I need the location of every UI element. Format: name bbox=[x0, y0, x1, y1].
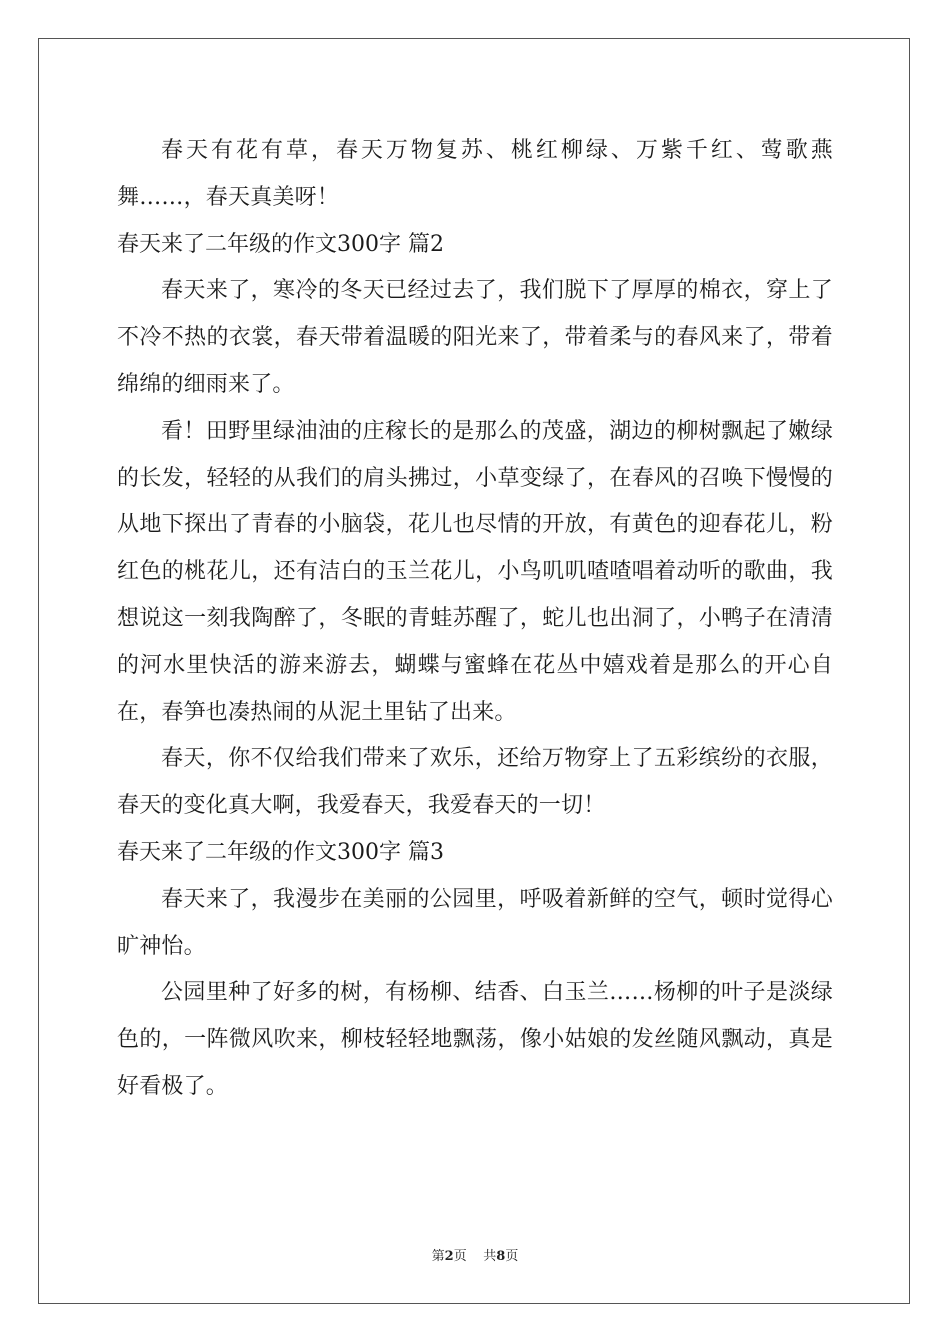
total-label-suffix: 页 bbox=[505, 1249, 519, 1264]
section-heading: 春天来了二年级的作文300字 篇2 bbox=[117, 231, 444, 257]
paragraph: 春天有花有草，春天万物复苏、桃红柳绿、万紫千红、莺歌燕舞……，春天真美呀！ bbox=[117, 138, 833, 210]
document-body bbox=[117, 128, 833, 1111]
total-label-prefix: 共 bbox=[483, 1249, 497, 1264]
paragraph: 春天来了，寒冷的冬天已经过去了，我们脱下了厚厚的棉衣，穿上了不冷不热的衣裳，春天带着温暖的阳光来了，带着柔与的春风来了，带着绵绵的细雨来了。 bbox=[117, 278, 833, 397]
paragraph: 春天来了，我漫步在美丽的公园里，呼吸着新鲜的空气，顿时觉得心旷神怡。 bbox=[117, 886, 833, 959]
paragraph: 看！田野里绿油油的庄稼长的是那么的茂盛，湖边的柳树飘起了嫩绿的长发，轻轻的从我们的肩头拂过，小草变绿了，在春风的召唤下慢慢的从地下探出了青春的小脑袋，花儿也尽情的开放，有黄色的迎春花儿，粉红色的桃花儿，还有洁白的玉兰花儿，小鸟叽叽喳喳唱着动听的歌曲，我想说这一刻我陶醉了，冬眠的青蛙苏醒了，蛇儿也出洞了，小鸭子在清清的河水里快活的游来游去，蝴蝶与蜜蜂在花丛中嬉戏着是那么的开心自在，春笋也凑热闹的从泥土里钻了出来。 bbox=[117, 418, 833, 725]
page-number: 2 bbox=[444, 1249, 454, 1264]
paragraph: 春天，你不仅给我们带来了欢乐，还给万物穿上了五彩缤纷的衣服，春天的变化真大啊，我爱春天，我爱春天的一切！ bbox=[117, 746, 833, 819]
section-heading: 春天来了二年级的作文300字 篇3 bbox=[117, 839, 444, 865]
page-label-prefix: 第 bbox=[431, 1249, 445, 1264]
page-footer bbox=[0, 1248, 950, 1266]
total-pages: 8 bbox=[496, 1249, 506, 1264]
paragraph: 公园里种了好多的树，有杨柳、结香、白玉兰……杨柳的叶子是淡绿色的，一阵微风吹来，柳枝轻轻地飘荡，像小姑娘的发丝随风飘动，真是好看极了。 bbox=[117, 980, 833, 1099]
page-label-suffix: 页 bbox=[453, 1249, 467, 1264]
